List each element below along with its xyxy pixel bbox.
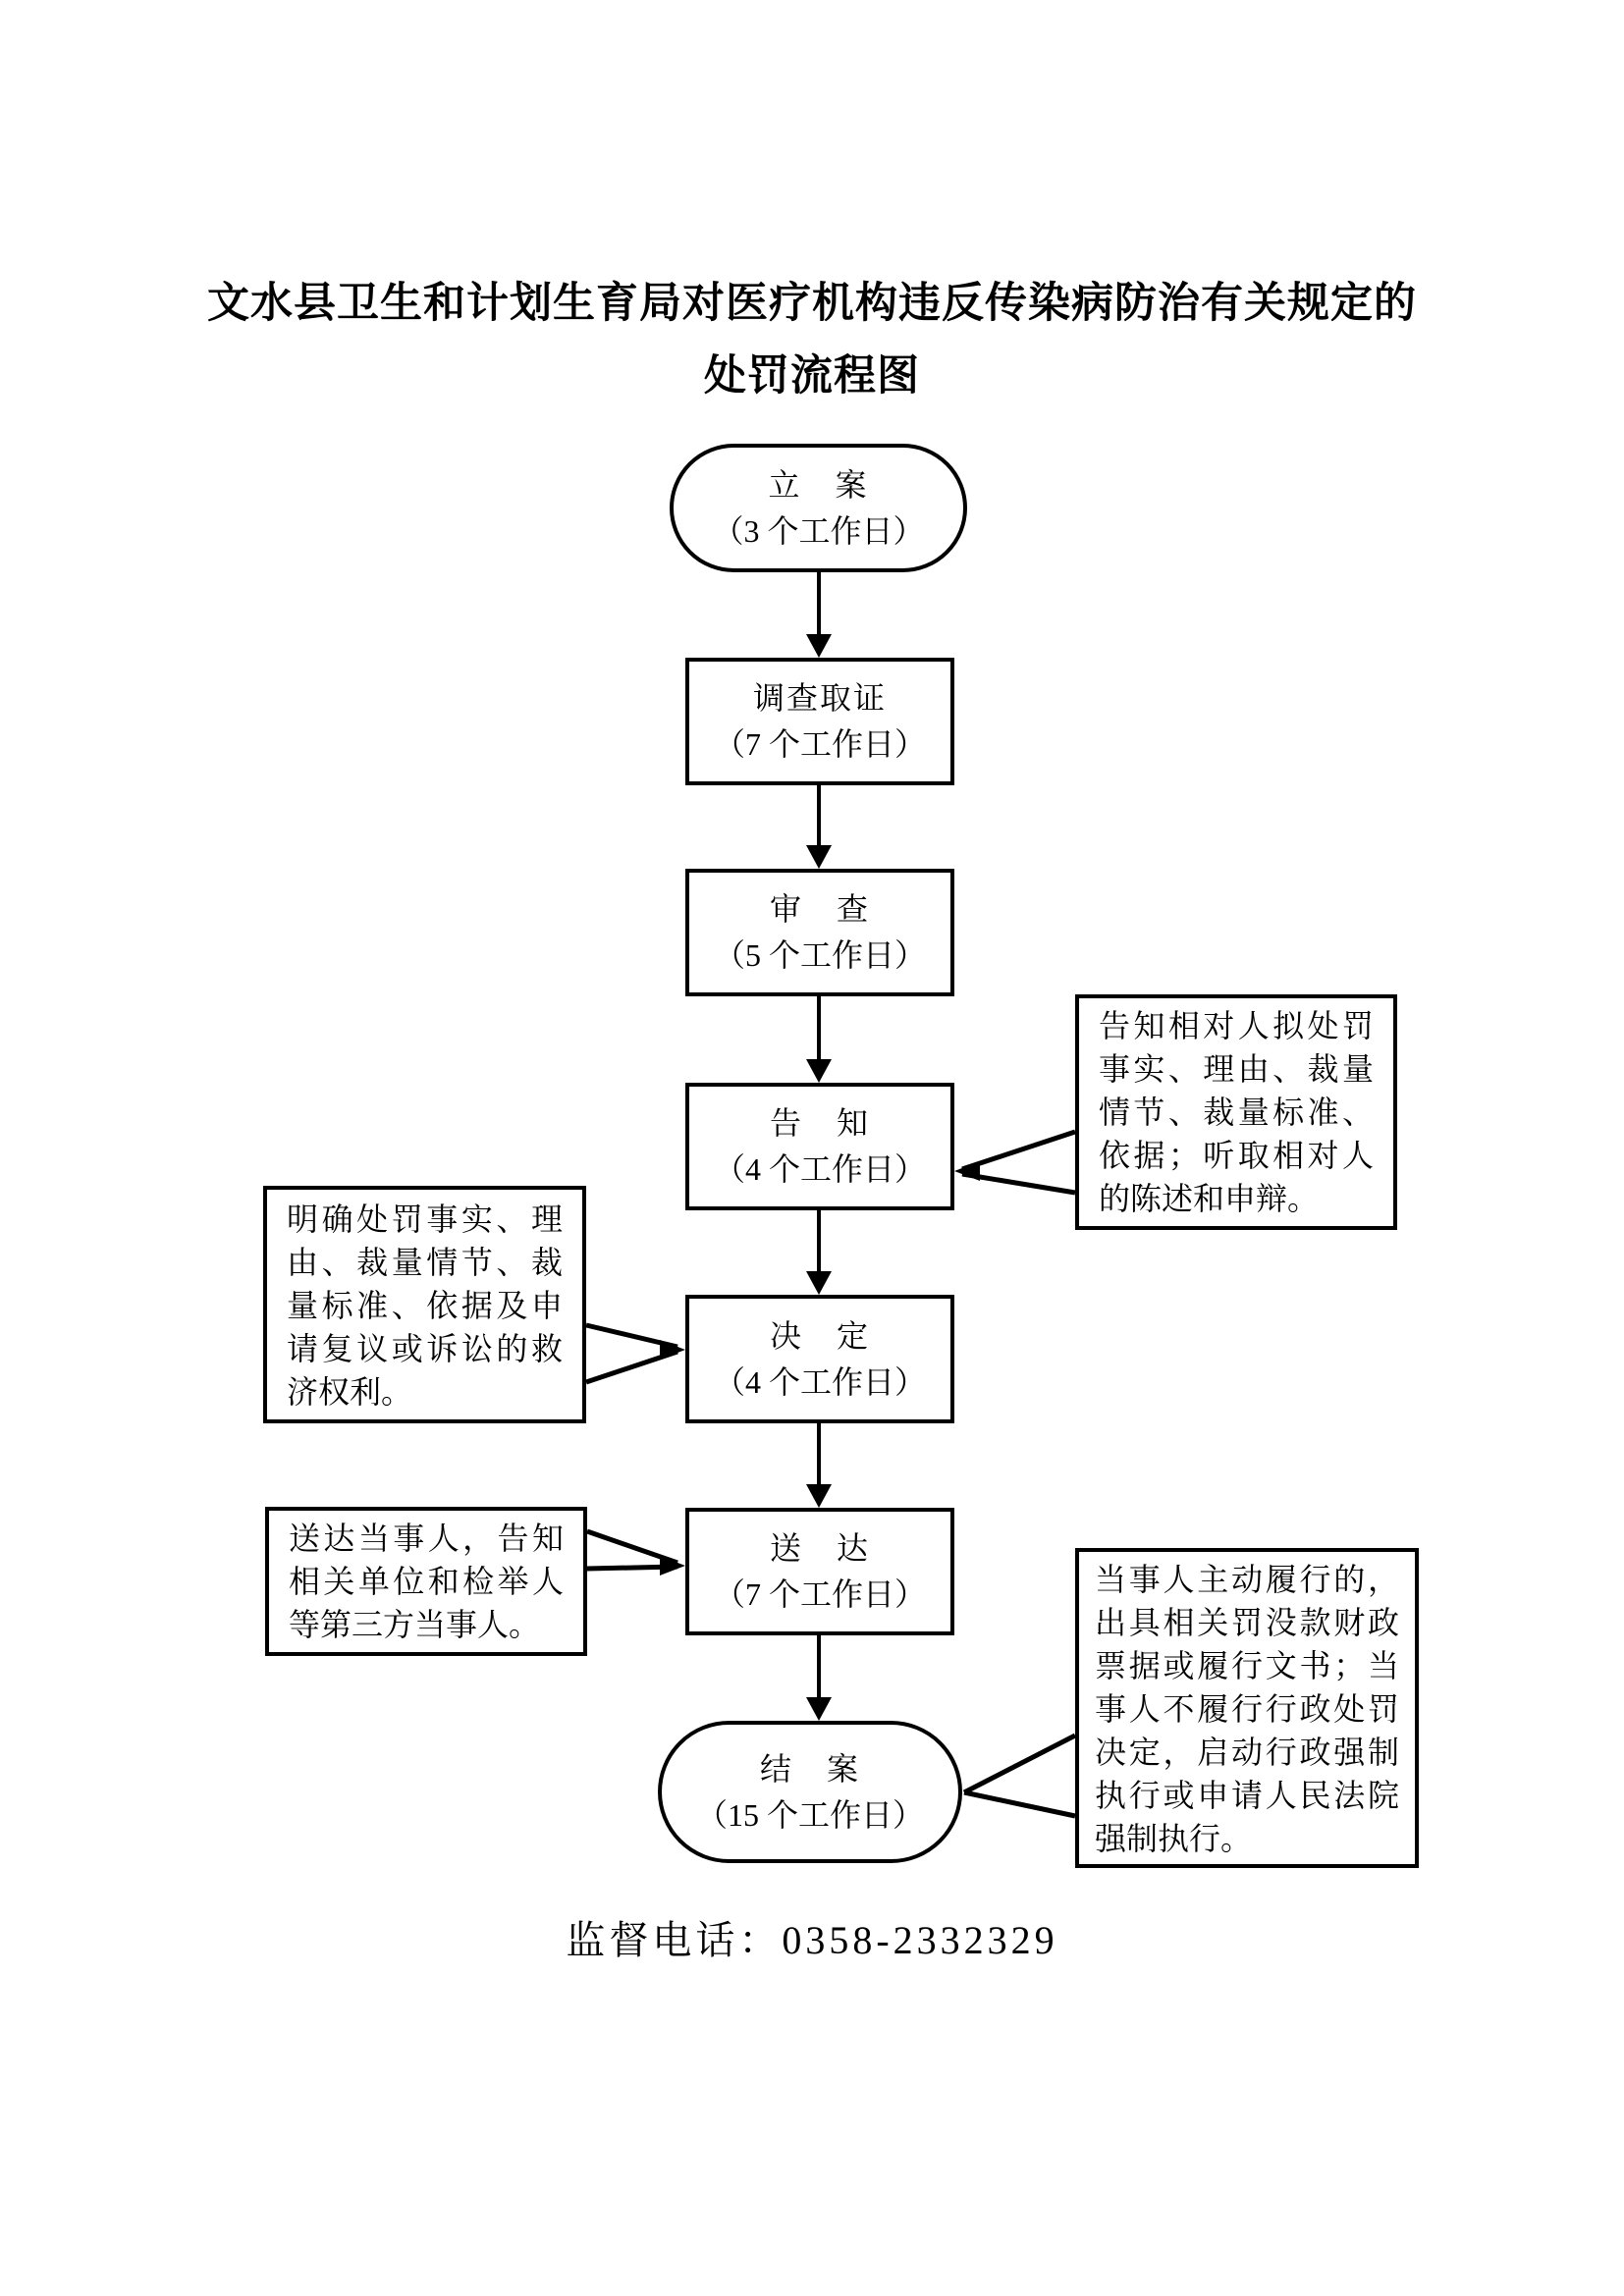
node-duration: （4 个工作日） [713,1151,926,1187]
node-duration: （7 个工作日） [713,1576,926,1612]
note-text: 送达当事人，告知相关单位和检举人等第三方当事人。 [289,1521,564,1642]
callout-close-note [964,1735,1075,1816]
node-label: 决 定 [769,1317,870,1354]
arrow-start-to-investigate [806,572,832,658]
node-label: 结 案 [759,1750,860,1787]
flow-node-start [670,444,967,572]
node-label: 立 案 [768,466,869,503]
flow-node-deliver [685,1508,954,1635]
note-text: 明确处罚事实、理由、裁量情节、裁量标准、依据及申请复议或诉讼的救济权利。 [287,1201,563,1410]
callout-deliver-note [587,1531,685,1575]
node-label: 调查取证 [752,680,887,716]
flow-node-investigate [685,658,954,785]
note-close [1075,1548,1419,1868]
node-label: 告 知 [769,1105,870,1141]
title-line-2: 处罚流程图 [704,352,920,400]
node-duration: （15 个工作日） [695,1796,924,1833]
flow-node-review [685,869,954,996]
node-label: 送 达 [769,1530,870,1566]
note-notify [1075,994,1397,1230]
flow-node-decide [685,1295,954,1423]
note-text: 当事人主动履行的，出具相关罚没款财政票据或履行文书；当事人不履行行政处罚决定，启动行政强制执行或申请人民法院强制执行。 [1095,1562,1399,1856]
node-duration: （3 个工作日） [712,512,925,549]
flow-node-notify [685,1083,954,1210]
note-decide [263,1186,586,1423]
arrow-investigate-to-review [806,785,832,869]
node-duration: （4 个工作日） [713,1363,926,1400]
arrow-deliver-to-close [806,1635,832,1721]
node-duration: （7 个工作日） [713,726,926,762]
note-text: 告知相对人拟处罚事实、理由、裁量情节、裁量标准、依据；听取相对人的陈述和申辩。 [1099,1008,1374,1216]
supervision-phone: 监督电话：0358-2332329 [566,1918,1058,1962]
node-duration: （5 个工作日） [713,937,926,973]
flow-node-close [658,1721,962,1863]
arrow-review-to-notify [806,996,832,1083]
callout-decide-note [586,1325,685,1382]
arrow-notify-to-decide [806,1210,832,1295]
page-title [0,267,1624,412]
callout-notify-note [954,1132,1075,1193]
node-label: 审 查 [769,891,870,927]
arrow-decide-to-deliver [806,1423,832,1508]
title-line-1: 文水县卫生和计划生育局对医疗机构违反传染病防治有关规定的 [207,280,1417,327]
note-deliver [265,1507,587,1656]
